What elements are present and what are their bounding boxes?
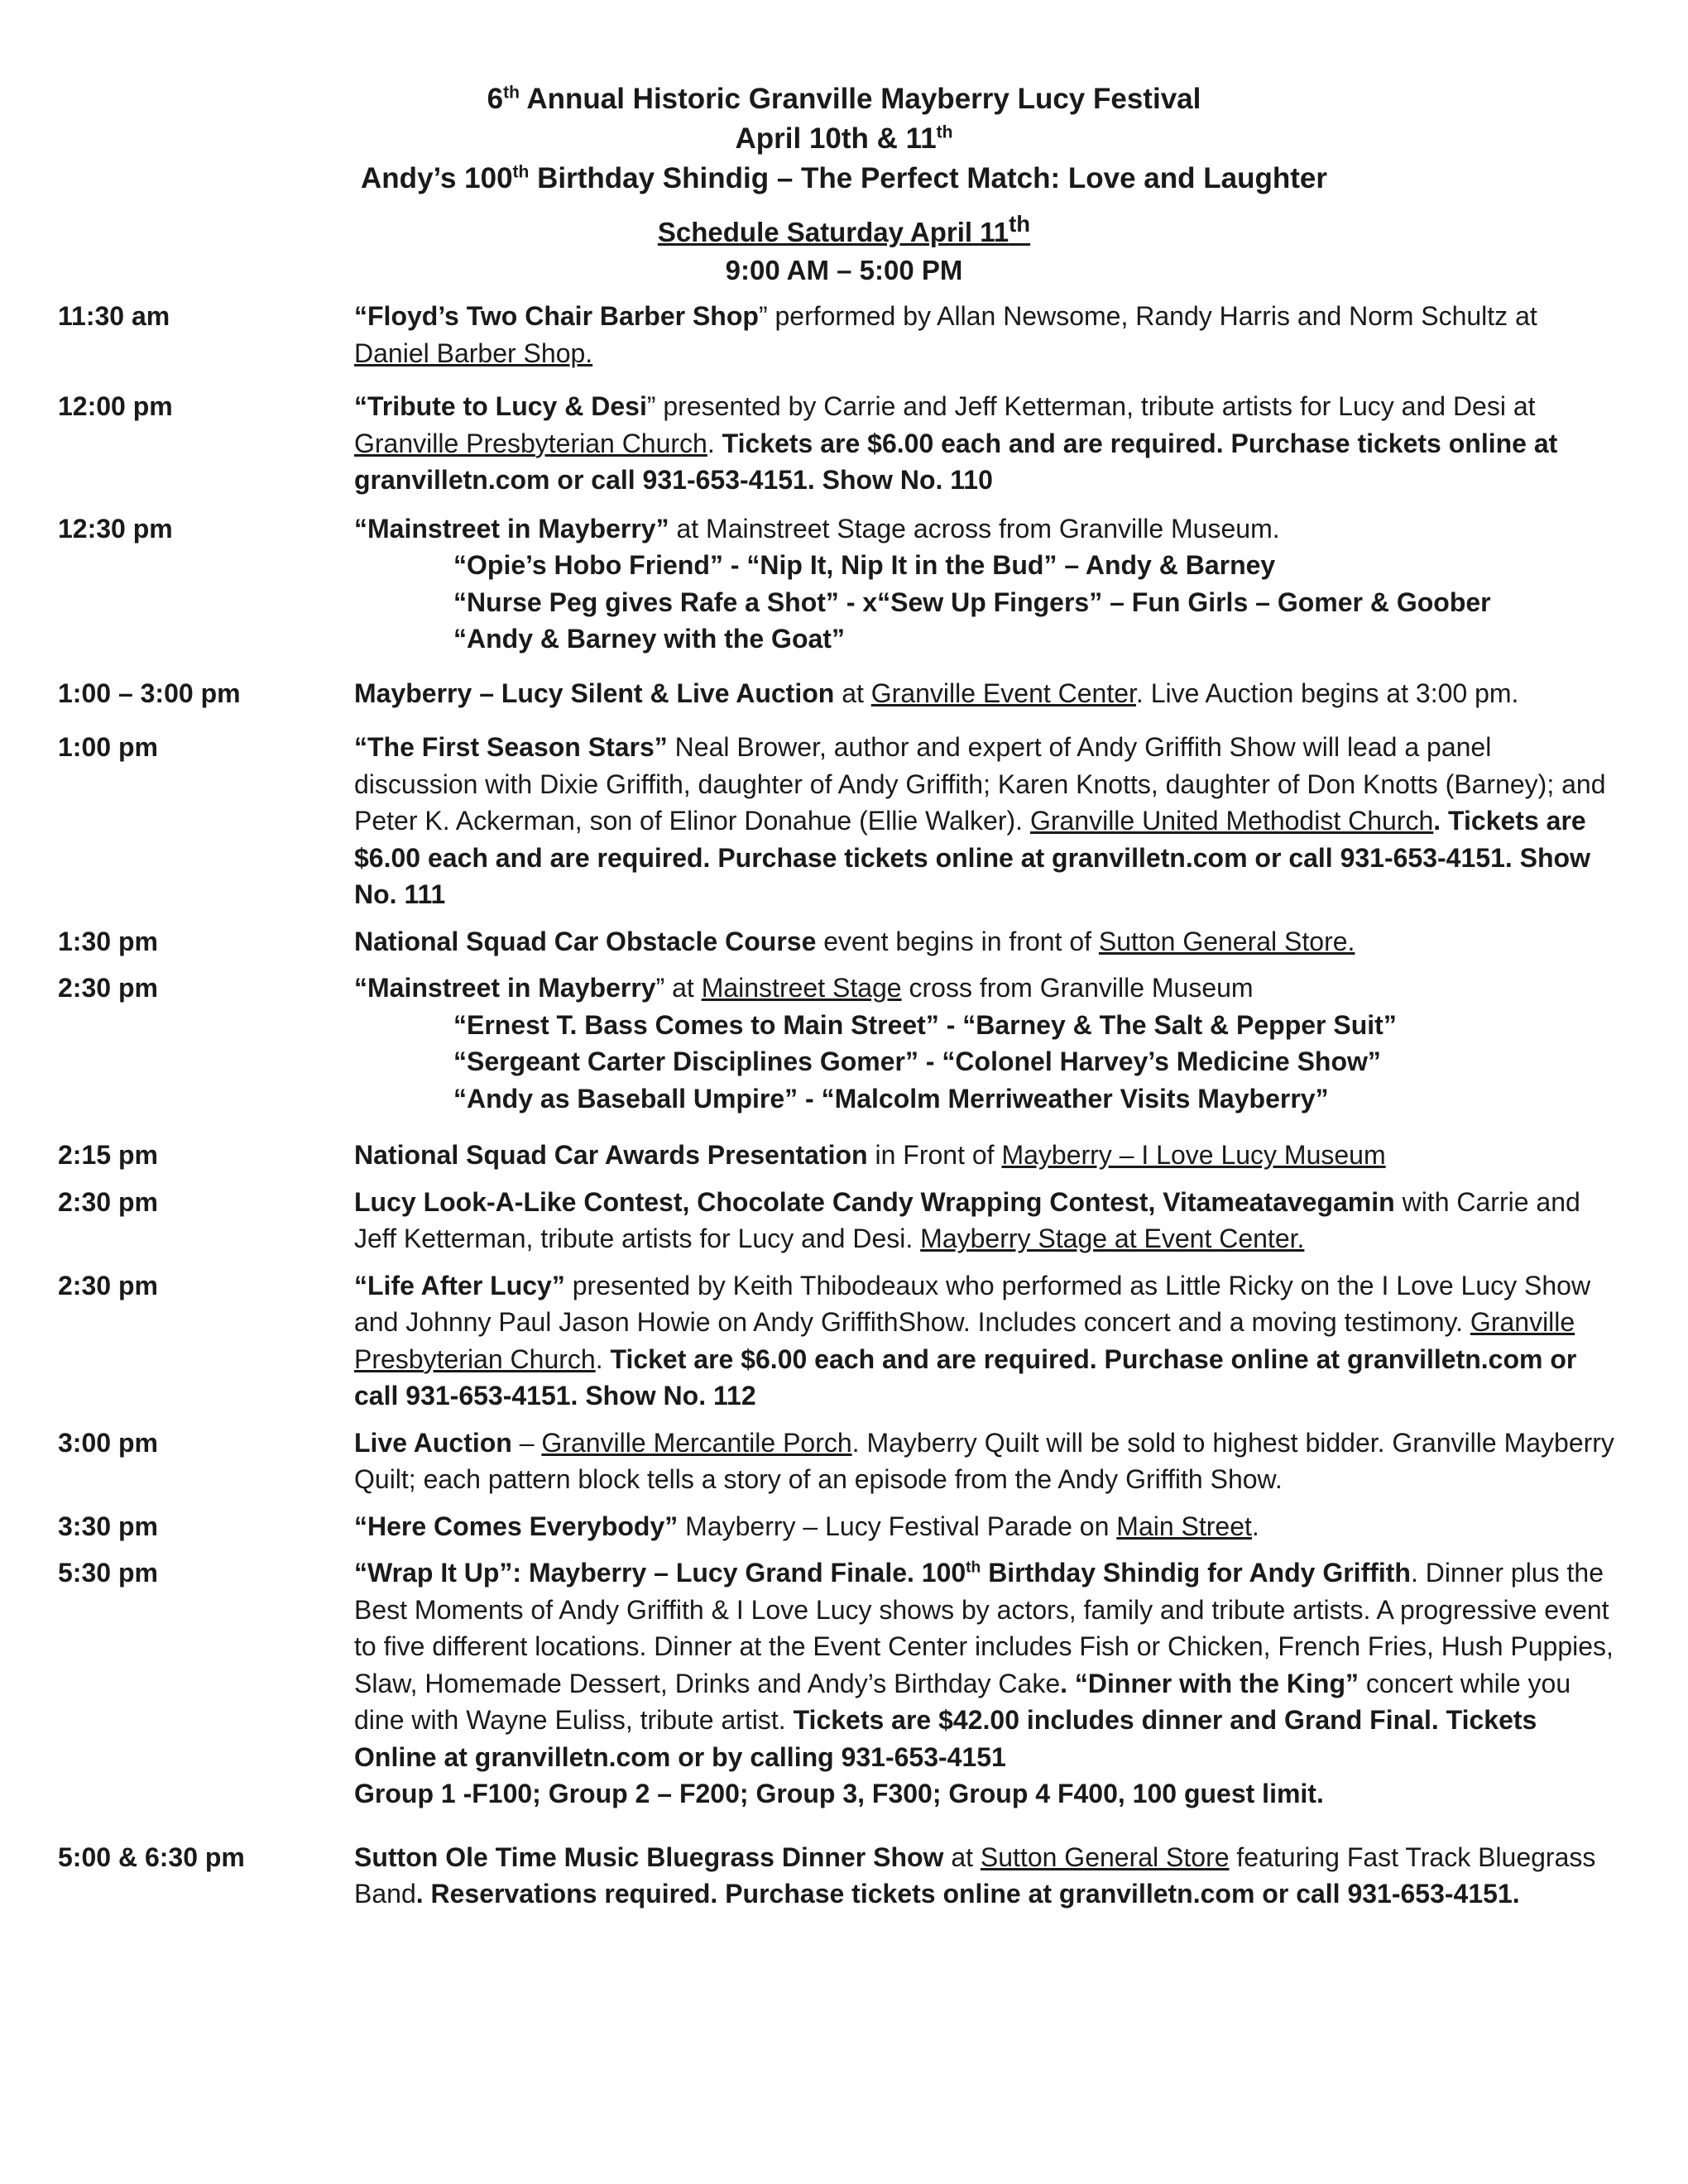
event-description: “Life After Lucy” presented by Keith Thibodeaux who performed as Little Ricky on the I Love Lucy Show and Johnny Paul Jason Howie on Andy GriffithShow. Includes concert and a moving testimony. Granville Presbyterian Church. Ticket are $6.00 each and are required. Purchase online at granvilletn.com or call 931-653-4151. Show No. 112 [354, 1270, 1591, 1410]
skit-line: “Ernest T. Bass Comes to Main Street” - “Barney & The Salt & Pepper Suit” [453, 1009, 1397, 1040]
event-description: National Squad Car Awards Presentation in Front of Mayberry – I Love Lucy Museum [354, 1140, 1386, 1170]
schedule-row [0, 298, 1688, 371]
event-description: “Tribute to Lucy & Desi” presented by Carrie and Jeff Ketterman, tribute artists for Lucy and Desi at Granville Presbyterian Church. Tickets are $6.00 each and are required. Purchase tickets online at granvilletn.com or call 931-653-4151. Show No. 110 [354, 391, 1558, 495]
venue-link: Granville United Methodist Church [1029, 806, 1434, 836]
event-time: 1:00 pm [58, 732, 158, 762]
event-description: Live Auction – Granville Mercantile Porch. Mayberry Quilt will be sold to highest bidder. Granville Mayberry Quilt; each pattern block tells a story of an episode from the Andy Griffith Show. [354, 1427, 1614, 1494]
event-time: 2:30 pm [58, 1270, 158, 1300]
event-description: Mayberry – Lucy Silent & Live Auction at Granville Event Center. Live Auction begins at 3:00 pm. [354, 678, 1519, 708]
event-time: 12:30 pm [58, 513, 173, 544]
schedule-row [0, 510, 1688, 658]
event-description: Lucy Look-A-Like Contest, Chocolate Candy Wrapping Contest, Vitameatavegamin with Carrie and Jeff Ketterman, tribute artists for Lucy and Desi. Mayberry Stage at Event Center. [354, 1186, 1580, 1253]
event-description: “The First Season Stars” Neal Brower, author and expert of Andy Griffith Show will lead a panel discussion with Dixie Griffith, daughter of Andy Griffith; Karen Knotts, daughter of Don Knotts (Barney); and Peter K. Ackerman, son of Elinor Donahue (Ellie Walker). Granville United Methodist Church. Tickets are $6.00 each and are required. Purchase tickets online at granvilletn.com or call 931-653-4151. Show No. 111 [354, 732, 1606, 909]
event-description: “Wrap It Up”: Mayberry – Lucy Grand Finale. 100th Birthday Shindig for Andy Griffith. Dinner plus the Best Moments of Andy Griffith & I Love Lucy shows by actors, family and tribute artists. A progressive event to five different locations. Dinner at the Event Center includes Fish or Chicken, French Fries, Hush Puppies, Slaw, Homemade Dessert, Drinks and Andy’s Birthday Cake. “Dinner with the King” concert while you dine with Wayne Euliss, tribute artist. Tickets are $42.00 includes dinner and Grand Final. Tickets Online at granvilletn.com or by calling 931-653-4151 Group 1 -F100; Group 2 – F200; Group 3, F300; Group 4 F400, 100 guest limit. [354, 1558, 1614, 1808]
event-time: 3:00 pm [58, 1427, 158, 1458]
event-time: 1:00 – 3:00 pm [58, 678, 241, 708]
venue-link: Mayberry – I Love Lucy Museum [1001, 1140, 1386, 1170]
skit-line: “Andy as Baseball Umpire” - “Malcolm Merriweather Visits Mayberry” [453, 1083, 1329, 1114]
schedule-row [0, 388, 1688, 499]
schedule-list [0, 298, 1688, 1913]
schedule-row [0, 1184, 1688, 1257]
event-time: 5:00 & 6:30 pm [58, 1842, 245, 1872]
event-time: 5:30 pm [58, 1558, 158, 1588]
schedule-row [0, 1508, 1688, 1545]
venue-link: Mayberry Stage at Event Center. [920, 1224, 1305, 1253]
event-time: 11:30 am [58, 301, 170, 331]
festival-header [0, 79, 1688, 290]
schedule-row [0, 1267, 1688, 1415]
event-time: 1:30 pm [58, 926, 158, 956]
skit-line: “Opie’s Hobo Friend” - “Nip It, Nip It in the Bud” – Andy & Barney [453, 550, 1276, 580]
venue-link: Main Street [1116, 1511, 1252, 1541]
event-time: 2:30 pm [58, 1186, 158, 1217]
schedule-row [0, 923, 1688, 960]
event-time: 2:30 pm [58, 973, 158, 1003]
event-time: 2:15 pm [58, 1140, 158, 1170]
event-description: “Mainstreet in Mayberry” at Mainstreet Stage across from Granville Museum. “Opie’s Hobo Friend” - “Nip It, Nip It in the Bud” – Andy & Barney “Nurse Peg gives Rafe a Shot” - x“Sew Up Fingers” – Fun Girls – Gomer & Goober “Andy & Barney with the Goat” [354, 510, 1616, 658]
schedule-hours: 9:00 AM – 5:00 PM [725, 255, 963, 285]
skit-line: “Nurse Peg gives Rafe a Shot” - x“Sew Up Fingers” – Fun Girls – Gomer & Goober [453, 587, 1491, 617]
festival-theme: Andy’s 100th Birthday Shindig – The Perfect Match: Love and Laughter [361, 162, 1327, 194]
schedule-heading: Schedule Saturday April 11th [657, 211, 1031, 247]
schedule-row [0, 970, 1688, 1117]
event-description: Sutton Ole Time Music Bluegrass Dinner Show at Sutton General Store featuring Fast Track Bluegrass Band. Reservations required. Purchase tickets online at granvilletn.com or call 931-653-4151. [354, 1842, 1596, 1909]
venue-link: Granville Presbyterian Church [354, 1307, 1575, 1374]
schedule-row [0, 1425, 1688, 1498]
venue-link: Sutton General Store [980, 1842, 1230, 1872]
festival-title: 6th Annual Historic Granville Mayberry Lucy Festival [487, 83, 1201, 115]
festival-dates: April 10th & 11th [735, 122, 953, 155]
venue-link: Granville Mercantile Porch [541, 1427, 852, 1458]
venue-link: Granville Event Center [870, 678, 1136, 708]
event-time: 12:00 pm [58, 391, 173, 421]
venue-link: Granville Presbyterian Church [354, 428, 707, 458]
skit-line: “Sergeant Carter Disciplines Gomer” - “Colonel Harvey’s Medicine Show” [453, 1046, 1381, 1076]
venue-link: Daniel Barber Shop. [354, 338, 593, 368]
skit-line: “Andy & Barney with the Goat” [453, 624, 845, 654]
event-description: “Here Comes Everybody” Mayberry – Lucy Festival Parade on Main Street. [354, 1511, 1259, 1541]
schedule-row [0, 1839, 1688, 1913]
event-description: “Floyd’s Two Chair Barber Shop” performed by Allan Newsome, Randy Harris and Norm Schultz at Daniel Barber Shop. [354, 301, 1537, 368]
schedule-row [0, 1554, 1688, 1813]
schedule-row [0, 729, 1688, 913]
event-time: 3:30 pm [58, 1511, 158, 1541]
venue-link: Sutton General Store. [1098, 926, 1355, 956]
event-description: National Squad Car Obstacle Course event begins in front of Sutton General Store. [354, 926, 1355, 956]
schedule-row [0, 675, 1688, 712]
schedule-row [0, 1137, 1688, 1174]
venue-link: Mainstreet Stage [701, 973, 902, 1003]
event-description: “Mainstreet in Mayberry” at Mainstreet Stage cross from Granville Museum “Ernest T. Bass Comes to Main Street” - “Barney & The Salt & Pepper Suit” “Sergeant Carter Disciplines Gomer” - “Colonel Harvey’s Medicine Show” “Andy as Baseball Umpire” - “Malcolm Merriweather Visits Mayberry” [354, 970, 1616, 1117]
